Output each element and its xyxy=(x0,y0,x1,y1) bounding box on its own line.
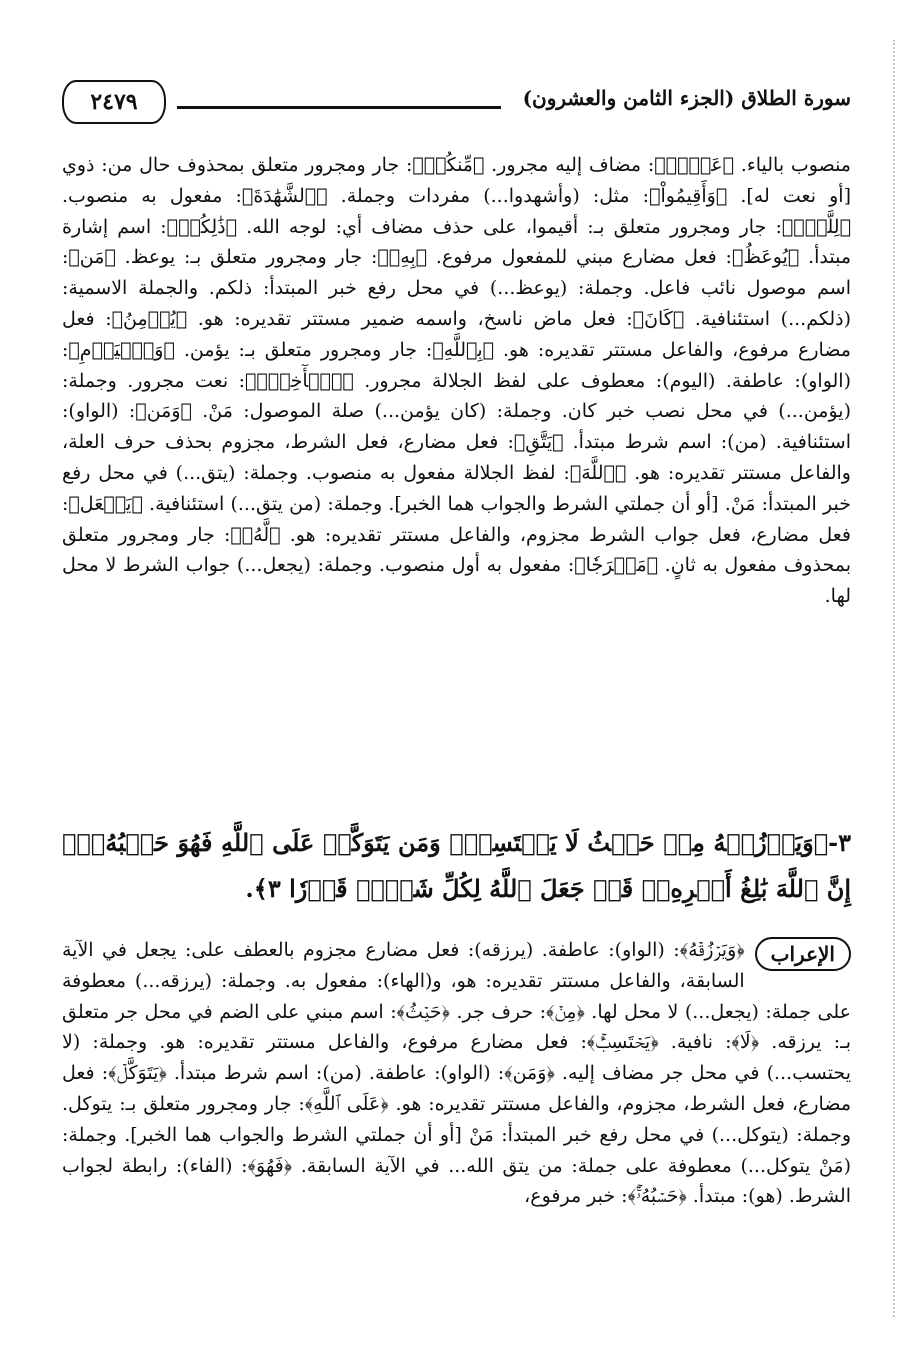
irab-text: ﴿وَيَرۡزُقۡهُ﴾: (الواو): عاطفة. (يرزقه): فعل مضارع مجزوم بالعطف على: يجعل في الآية السابقة، والفاعل مستتر تقديره: هو، و(الهاء): مفعول به. وجملة: (يرزقه...) معطوفة على جملة: (يجعل...) لا محل لها. ﴿مِنۡ﴾: حرف جر. ﴿حَيۡثُ﴾: اسم مبني على الضم في محل جر متعلق بـ: يرزقه. ﴿لَا﴾: نافية. ﴿يَحۡتَسِبُۚ﴾: فعل مضارع مرفوع، والفاعل مستتر تقديره: هو. وجملة: (لا يحتسب...) في محل جر مضاف إليه. ﴿وَمَن﴾: (الواو): عاطفة. (من): اسم شرط مبتدأ. ﴿يَتَوَكَّلۡ﴾: فعل مضارع، فعل الشرط، مجزوم، والفاعل مستتر تقديره: هو. ﴿عَلَى ٱللَّهِ﴾: جار ومجرور متعلق بـ: يتوكل. وجملة: (يتوكل...) في محل رفع خبر المبتدأ: مَنْ [أو أن جملتي الشرط والجواب هما الخبر]. وجملة: (مَنْ يتوكل...) معطوفة على جملة: من يتق الله... في الآية السابقة. ﴿فَهُوَ﴾: (الفاء): رابطة لجواب الشرط. (هو): مبتدأ. ﴿حَسۡبُهُۥٓۚ﴾: خبر مرفوع، xyxy=(62,939,851,1208)
commentary-continued xyxy=(62,150,851,612)
header-rule xyxy=(177,106,501,109)
scan-gutter-dots xyxy=(891,40,895,1317)
irab-section xyxy=(62,935,851,1212)
quran-verse: ٣-﴿وَيَرۡزُقۡهُ مِنۡ حَيۡثُ لَا يَحۡتَسِبُۚ وَمَن يَتَوَكَّلۡ عَلَى ٱللَّهِ فَهُوَ حَسۡبُهُۥٓۚ إِنَّ ٱللَّهَ بَٰلِغُ أَمۡرِهِۦۚ قَدۡ جَعَلَ ٱللَّهُ لِكُلِّ شَيۡءٖ قَدۡرٗا ٣﴾. xyxy=(62,828,851,903)
commentary-paragraph: منصوب بالياء. ﴿عَدۡلٖ﴾: مضاف إليه مجرور. ﴿مِّنكُمۡ﴾: جار ومجرور متعلق بمحذوف حال من: ذوي [أو نعت له]. ﴿وَأَقِيمُواْ﴾: مثل: (وأشهدوا...) مفردات وجملة. ﴿ٱلشَّهَٰدَةَ﴾: مفعول به منصوب. ﴿لِلَّهِۚ﴾: جار ومجرور متعلق بـ: أقيموا، على حذف مضاف أي: لوجه الله. ﴿ذَٰلِكُمۡ﴾: اسم إشارة مبتدأ. ﴿يُوعَظُ﴾: فعل مضارع مبني للمفعول مرفوع. ﴿بِهِۦ﴾: جار ومجرور متعلق بـ: يوعظ. ﴿مَن﴾: اسم موصول نائب فاعل. وجملة: (يوعظ...) في محل رفع خبر المبتدأ: ذلكم. والجملة الاسمية: (ذلكم...) استئنافية. ﴿كَانَ﴾: فعل ماض ناسخ، واسمه ضمير مستتر تقديره: هو. ﴿يُؤۡمِنُ﴾: فعل مضارع مرفوع، والفاعل مستتر تقديره: هو. ﴿بِٱللَّهِ﴾: جار ومجرور متعلق بـ: يؤمن. ﴿وَٱلۡيَوۡمِ﴾: (الواو): عاطفة. (اليوم): معطوف على لفظ الجلالة مجرور. ﴿ٱلۡأٓخِرِۚ﴾: نعت مجرور. وجملة: (يؤمن...) في محل نصب خبر كان. وجملة: (كان يؤمن...) صلة الموصول: مَنْ. ﴿وَمَن﴾: (الواو): استئنافية. (من): اسم شرط مبتدأ. ﴿يَتَّقِ﴾: فعل مضارع، فعل الشرط، مجزوم بحذف حرف العلة، والفاعل مستتر تقديره: هو. ﴿ٱللَّهَ﴾: لفظ الجلالة مفعول به منصوب. وجملة: (يتق...) في محل رفع خبر المبتدأ: مَنْ. [أو أن جملتي الشرط والجواب هما الخبر]. وجملة: (من يتق...) استئنافية. ﴿يَجۡعَل﴾: فعل مضارع، فعل جواب الشرط مجزوم، والفاعل مستتر تقديره: هو. ﴿لَّهُۥ﴾: جار ومجرور متعلق بمحذوف مفعول به ثانٍ. ﴿مَخۡرَجٗا﴾: مفعول به أول منصوب. وجملة: (يجعل...) جواب الشرط لا محل لها. xyxy=(62,154,851,608)
page-header xyxy=(62,78,851,130)
page-number: ٢٤٧٩ xyxy=(62,80,166,124)
irab-label: الإعراب xyxy=(755,937,851,971)
running-title: سورة الطلاق (الجزء الثامن والعشرون) xyxy=(522,86,851,110)
